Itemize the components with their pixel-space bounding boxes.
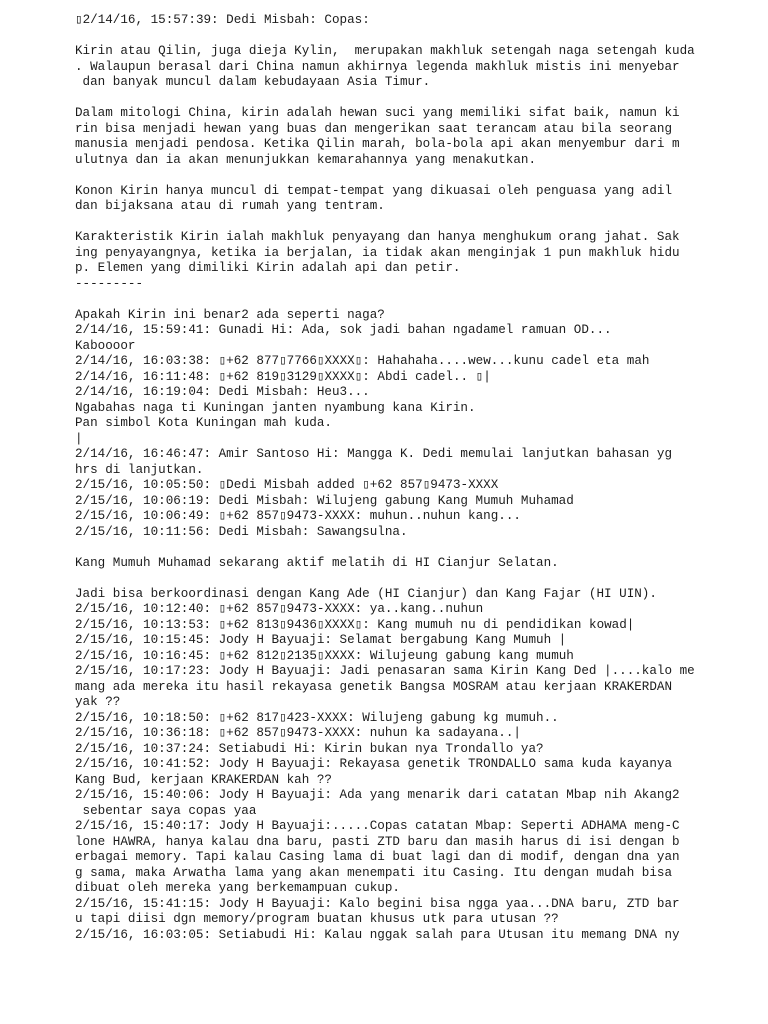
text-line: yak ?? (75, 695, 121, 709)
text-line: u tapi diisi dgn memory/program buatan khusus utk para utusan ?? (75, 912, 559, 926)
text-line: ulutnya dan ia akan menunjukkan kemarahannya yang menakutkan. (75, 152, 537, 167)
paragraph-gap (75, 168, 755, 184)
text-line: manusia menjadi pendosa. Ketika Qilin marah, bola-bola api akan menyembur dari m (75, 137, 680, 151)
text-line: erbagai memory. Tapi kalau Casing lama di buat lagi dan di modif, dengan dna yan (75, 850, 680, 864)
text-line: 2/14/16, 16:46:47: Amir Santoso Hi: Mangga K. Dedi memulai lanjutkan bahasan yg (75, 447, 673, 461)
text-line: . Walaupun berasal dari China namun akhirnya legenda makhluk mistis ini menyebar (75, 59, 680, 74)
text-line: 2/15/16, 15:40:17: Jody H Bayuaji:.....Copas catatan Mbap: Seperti ADHAMA meng-C (75, 819, 680, 833)
text-line: Apakah Kirin ini benar2 ada seperti naga? (75, 307, 385, 322)
text-line: 2/14/16, 16:03:38: ▯+62 877▯7766▯XXXX▯: Hahahaha....wew...kunu cadel eta mah (75, 354, 650, 368)
paragraph-gap (75, 29, 755, 45)
text-line: ▯2/14/16, 15:57:39: Dedi Misbah: Copas: (75, 13, 370, 27)
paragraph-gap (75, 571, 755, 587)
text-line: --------- (75, 276, 144, 291)
text-line: mang ada mereka itu hasil rekayasa genetik Bangsa MOSRAM atau kerjaan KRAKERDAN (75, 679, 673, 694)
text-line: rin bisa menjadi hewan yang buas dan mengerikan saat terancam atau bila seorang (75, 121, 673, 136)
text-line: Karakteristik Kirin ialah makhluk penyayang dan hanya menghukum orang jahat. Sak (75, 230, 680, 244)
text-line: | (75, 431, 83, 446)
text-line: dan bijaksana atau di rumah yang tentram. (75, 199, 385, 213)
text-line: 2/15/16, 15:40:06: Jody H Bayuaji: Ada yang menarik dari catatan Mbap nih Akang2 (75, 788, 680, 802)
text-line: Ngabahas naga ti Kuningan janten nyambung kana Kirin. (75, 400, 476, 415)
text-line: 2/15/16, 10:17:23: Jody H Bayuaji: Jadi penasaran sama Kirin Kang Ded |....kalo me (75, 664, 695, 678)
text-line: Kang Mumuh Muhamad sekarang aktif melatih di HI Cianjur Selatan. (75, 555, 559, 570)
text-line: 2/15/16, 10:06:49: ▯+62 857▯9473-XXXX: muhun..nuhun kang... (75, 509, 521, 523)
text-line: 2/15/16, 10:12:40: ▯+62 857▯9473-XXXX: ya..kang..nuhun (75, 602, 484, 616)
text-line: p. Elemen yang dimiliki Kirin adalah api dan petir. (75, 261, 461, 275)
text-line: 2/14/16, 16:11:48: ▯+62 819▯3129▯XXXX▯: Abdi cadel.. ▯| (75, 369, 491, 384)
text-line: 2/15/16, 10:16:45: ▯+62 812▯2135▯XXXX: Wilujeung gabung kang mumuh (75, 648, 574, 663)
text-line: Konon Kirin hanya muncul di tempat-tempat yang dikuasai oleh penguasa yang adil (75, 183, 673, 198)
paragraph-gap (75, 292, 755, 308)
text-line: dan banyak muncul dalam kebudayaan Asia Timur. (75, 75, 431, 89)
text-line: 2/15/16, 10:06:19: Dedi Misbah: Wilujeng gabung Kang Mumuh Muhamad (75, 493, 574, 508)
text-line: Dalam mitologi China, kirin adalah hewan suci yang memiliki sifat baik, namun ki (75, 106, 680, 120)
text-line: Kirin atau Qilin, juga dieja Kylin, merupakan makhluk setengah naga setengah kuda (75, 44, 695, 58)
text-line: 2/14/16, 15:59:41: Gunadi Hi: Ada, sok jadi bahan ngadamel ramuan OD... (75, 323, 612, 337)
text-line: hrs di lanjutkan. (75, 462, 204, 477)
document-text (75, 13, 755, 943)
text-line: 2/15/16, 10:05:50: ▯Dedi Misbah added ▯+62 857▯9473-XXXX (75, 478, 499, 492)
text-line: 2/15/16, 10:36:18: ▯+62 857▯9473-XXXX: nuhun ka sadayana..| (75, 726, 521, 740)
text-line: 2/15/16, 10:41:52: Jody H Bayuaji: Rekayasa genetik TRONDALLO sama kuda kayanya (75, 757, 673, 771)
text-line: ing penyayangnya, ketika ia berjalan, ia tidak akan menginjak 1 pun makhluk hidu (75, 245, 680, 260)
text-line: 2/15/16, 15:41:15: Jody H Bayuaji: Kalo begini bisa ngga yaa...DNA baru, ZTD bar (75, 896, 680, 911)
text-line: dibuat oleh mereka yang berkemampuan cukup. (75, 881, 400, 895)
text-line: 2/15/16, 10:18:50: ▯+62 817▯423-XXXX: Wilujeng gabung kg mumuh.. (75, 710, 559, 725)
text-line: 2/15/16, 10:15:45: Jody H Bayuaji: Selamat bergabung Kang Mumuh | (75, 633, 567, 647)
paragraph-gap (75, 540, 755, 556)
paragraph-gap (75, 215, 755, 231)
text-line: sebentar saya copas yaa (75, 803, 257, 818)
text-line: 2/15/16, 10:11:56: Dedi Misbah: Sawangsulna. (75, 524, 408, 539)
text-line: 2/15/16, 10:37:24: Setiabudi Hi: Kirin bukan nya Trondallo ya? (75, 741, 544, 756)
text-line: Kaboooor (75, 338, 136, 353)
text-line: Jadi bisa berkoordinasi dengan Kang Ade (HI Cianjur) dan Kang Fajar (HI UIN). (75, 586, 657, 601)
text-line: 2/15/16, 10:13:53: ▯+62 813▯9436▯XXXX▯: Kang mumuh nu di pendidikan kowad| (75, 617, 635, 632)
paragraph-gap (75, 91, 755, 107)
text-line: g sama, maka Arwatha lama yang akan menempati itu Casing. Itu dengan mudah bisa (75, 865, 673, 880)
text-line: 2/14/16, 16:19:04: Dedi Misbah: Heu3... (75, 385, 370, 399)
text-line: Pan simbol Kota Kuningan mah kuda. (75, 416, 332, 430)
text-line: Kang Bud, kerjaan KRAKERDAN kah ?? (75, 772, 332, 787)
text-line: lone HAWRA, hanya kalau dna baru, pasti ZTD baru dan masih harus di isi dengan b (75, 834, 680, 849)
text-line: 2/15/16, 16:03:05: Setiabudi Hi: Kalau nggak salah para Utusan itu memang DNA ny (75, 927, 680, 942)
